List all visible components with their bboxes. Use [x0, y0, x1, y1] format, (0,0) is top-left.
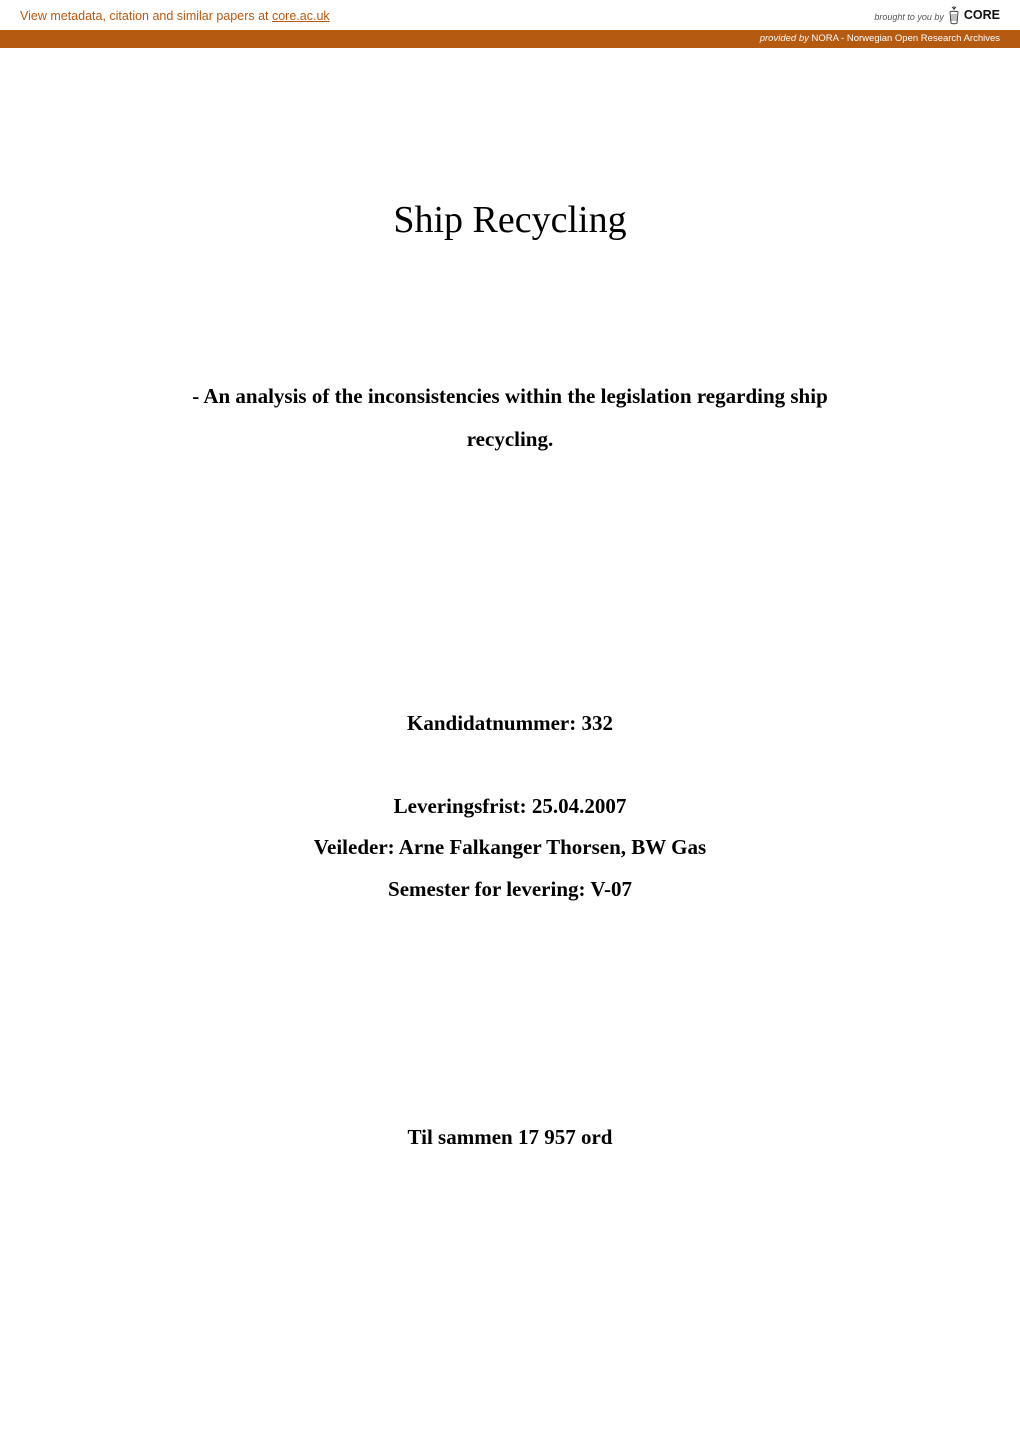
document-subtitle: - An analysis of the inconsistencies within the legislation regarding ship recycling. — [192, 384, 828, 451]
word-count: Til sammen 17 957 ord — [407, 1125, 613, 1149]
core-metadata-label: View metadata, citation and similar papers at — [20, 9, 272, 23]
submission-deadline: Leveringsfrist: 25.04.2007 — [393, 794, 627, 818]
core-banner — [0, 0, 1020, 30]
core-name: CORE — [963, 8, 1000, 22]
core-brand[interactable] — [874, 4, 1000, 26]
semester: Semester for levering: V-07 — [388, 877, 632, 901]
supervisor: Veileder: Arne Falkanger Thorsen, BW Gas — [313, 835, 707, 859]
core-metadata-text — [20, 9, 330, 23]
brought-to-you-label: brought to you by — [874, 12, 944, 22]
core-link[interactable]: core.ac.uk — [271, 9, 330, 23]
provided-by-text[interactable] — [760, 33, 1000, 44]
provided-by-source: NORA - Norwegian Open Research Archives — [808, 33, 1000, 44]
provided-by-bar — [0, 30, 1020, 48]
candidate-number: Kandidatnummer: 332 — [407, 711, 613, 735]
provided-by-label: provided by — [759, 33, 809, 44]
core-logo-icon — [947, 5, 961, 25]
document-title: Ship Recycling — [393, 199, 627, 241]
